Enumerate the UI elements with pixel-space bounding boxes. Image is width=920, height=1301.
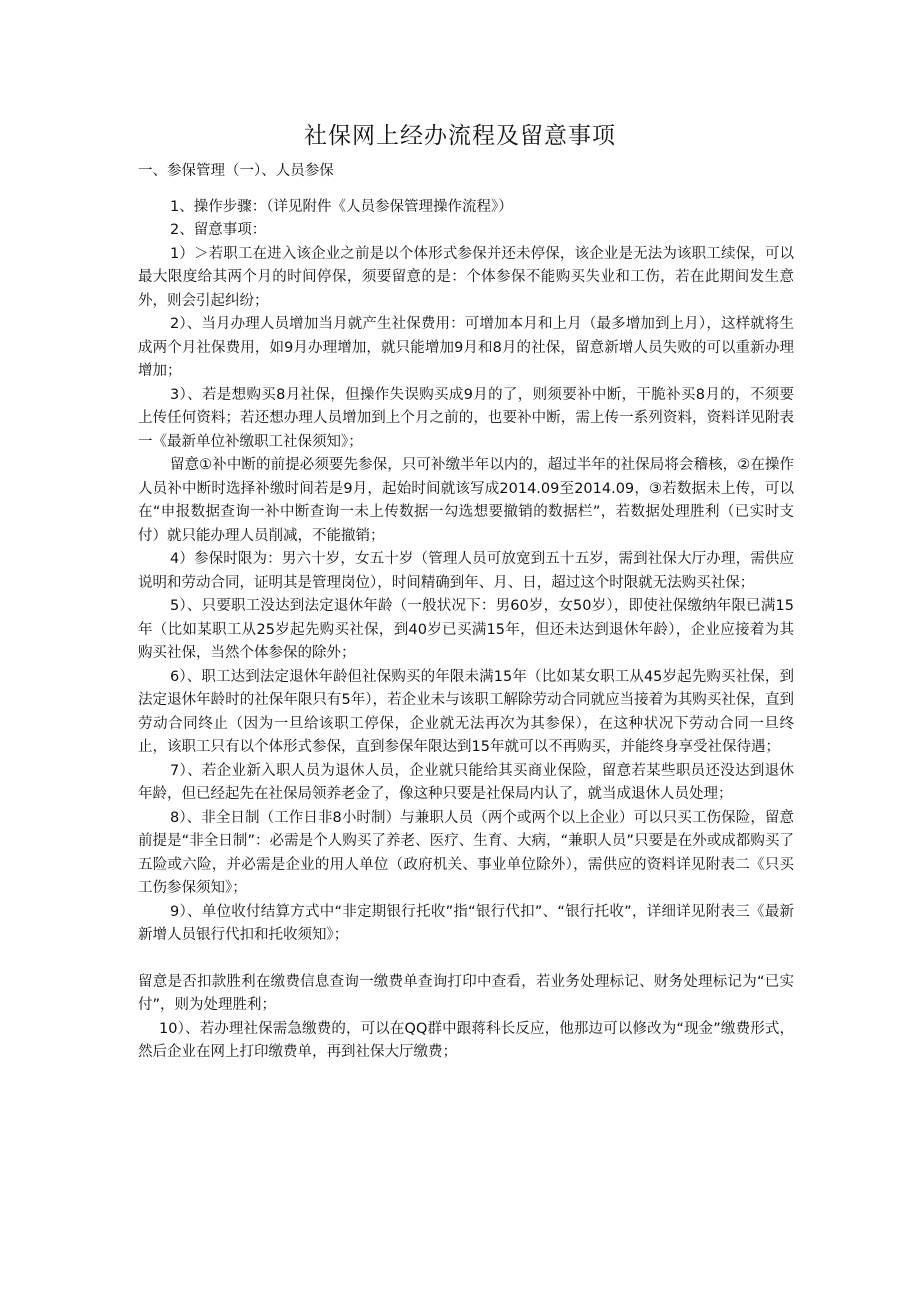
paragraph-item-2: 2）、当月办理人员增加当月就产生社保费用：可增加本月和上月（最多增加到上月），这样就将生成两个月社保费用，如9月办理增加，就只能增加9月和8月的社保，留意新增人员失败的可以重新办理增加； bbox=[138, 316, 794, 379]
paragraph-item-8: 8）、非全日制（工作日非8小时制）与兼职人员（两个或两个以上企业）可以只买工伤保险，留意前提是“非全日制”：必需是个人购买了养老、医疗、生育、大病，“兼职人员”只要是在外或成都购买了五险或六险，并必需是企业的用人单位（政府机关、事业单位除外），需供应的资料详见附表二《只买工伤参保须知》； bbox=[138, 809, 794, 896]
paragraph-item-7: 7）、若企业新入职人员为退休人员，企业就只能给其买商业保险，留意若某些职员还没达到退休年龄，但已经起先在社保局领养老金了，像这种只要是社保局内认了，就当成退休人员处理； bbox=[138, 762, 794, 802]
document-body bbox=[138, 160, 794, 1065]
paragraph-item-1: 1）＞若职工在进入该企业之前是以个体形式参保并还未停保，该企业是无法为该职工续保，可以最大限度给其两个月的时间停保，须要留意的是：个体参保不能购买失业和工伤，若在此期间发生意外，则会引起纠纷； bbox=[138, 245, 794, 309]
paragraph-item-10: 10）、若办理社保需急缴费的，可以在QQ群中跟蒋科长反应，他那边可以修改为“现金”缴费形式，然后企业在网上打印缴费单，再到社保大厅缴费； bbox=[138, 1020, 794, 1060]
section-heading: 一、参保管理（一）、人员参保 bbox=[138, 163, 334, 179]
paragraph-steps: 1、操作步骤：（详见附件《人员参保管理操作流程》） bbox=[170, 198, 513, 215]
paragraph-item-9-note: 留意是否扣款胜利在缴费信息查询一缴费单查询打印中查看，若业务处理标记、财务处理标记为“已实付”，则为处理胜利； bbox=[138, 973, 794, 1013]
paragraph-item-9: 9）、单位收付结算方式中“非定期银行托收”指“银行代扣”、“银行托收”，详细详见附表三《最新新增人员银行代扣和托收须知》； bbox=[138, 903, 794, 943]
paragraph-item-5: 5）、只要职工没达到法定退休年龄（一般状况下：男60岁，女50岁），即使社保缴纳年限已满15年（比如某职工从25岁起先购买社保，到40岁已买满15年，但还未达到退休年龄），企业应接着为其购买社保，当然个体参保的除外； bbox=[138, 598, 794, 661]
paragraph-item-3-note: 留意①补中断的前提必须要先参保，只可补缴半年以内的，超过半年的社保局将会稽核，②在操作人员补中断时选择补缴时间若是9月，起始时间就该写成2014.09至2014.09，③若数据未上传，可以在“申报数据查询一补中断查询一未上传数据一勾选想要撤销的数据栏”，若数据处理胜利（已实时支付）就只能办理人员削减，不能撤销； bbox=[138, 457, 794, 544]
paragraph-item-6: 6）、职工达到法定退休年龄但社保购买的年限未满15年（比如某女职工从45岁起先购买社保，到法定退休年龄时的社保年限只有5年），若企业未与该职工解除劳动合同就应当接着为其购买社保，直到劳动合同终止（因为一旦给该职工停保，企业就无法再次为其参保），在这种状况下劳动合同一旦终止，该职工只有以个体形式参保，直到参保年限达到15年就可以不再购买，并能终身享受社保待遇； bbox=[138, 668, 794, 755]
paragraph-item-4: 4）参保时限为：男六十岁，女五十岁（管理人员可放宽到五十五岁，需到社保大厅办理，需供应说明和劳动合同，证明其是管理岗位），时间精确到年、月、日，超过这个时限就无法购买社保； bbox=[138, 551, 794, 591]
paragraph-item-3: 3）、若是想购买8月社保，但操作失误购买成9月的了，则须要补中断，干脆补买8月的，不须要上传任何资料；若还想办理人员增加到上个月之前的，也要补中断，需上传一系列资料，资料详见附表一《最新单位补缴职工社保须知》； bbox=[138, 386, 794, 450]
document-title: 社保网上经办流程及留意事项 bbox=[304, 123, 616, 149]
paragraph-notes-heading: 2、留意事项： bbox=[170, 222, 267, 238]
